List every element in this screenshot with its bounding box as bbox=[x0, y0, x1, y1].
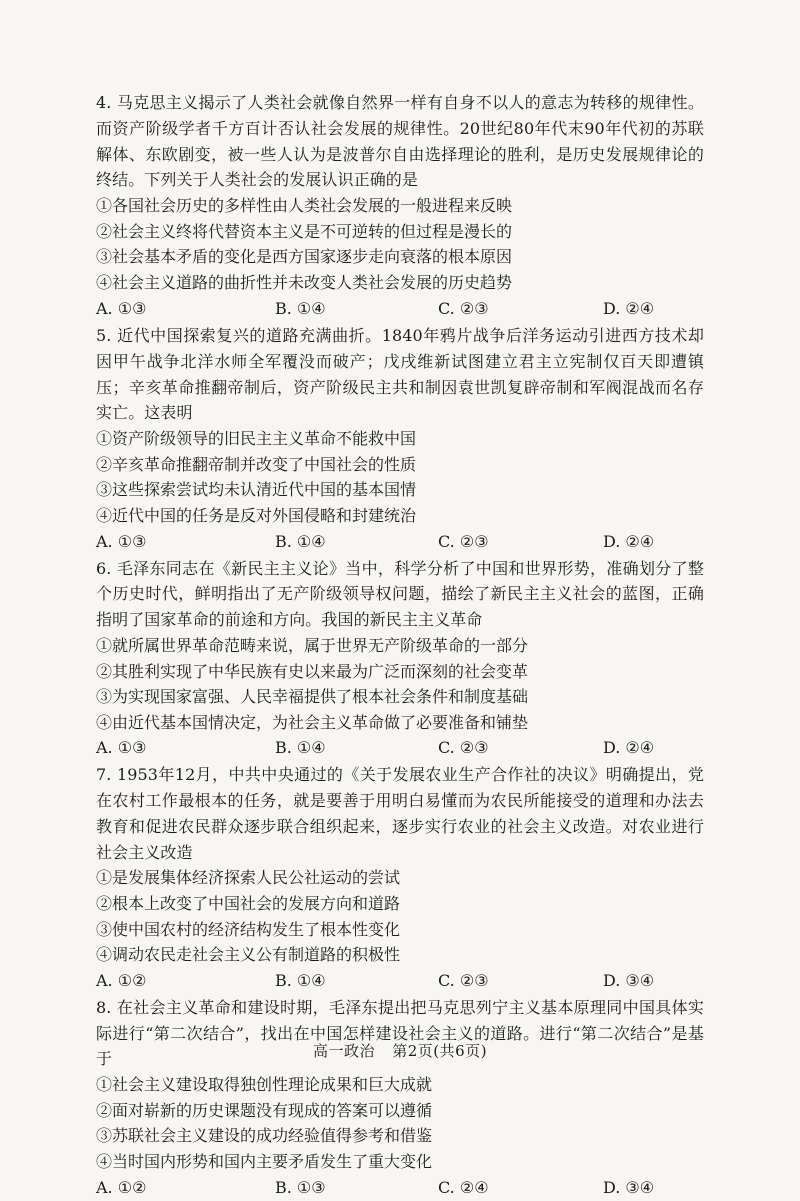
option-3: ③这些探索尝试均未认清近代中国的基本国情 bbox=[96, 480, 417, 500]
option-1: ①就所属世界革命范畴来说，属于世界无产阶级革命的一部分 bbox=[96, 635, 529, 655]
choice-a: A. ①③ bbox=[96, 738, 147, 758]
option-1: ①资产阶级领导的旧民主主义革命不能救中国 bbox=[96, 429, 417, 449]
choice-b: B. ①③ bbox=[275, 1177, 326, 1197]
choice-d: D. ②④ bbox=[603, 531, 655, 551]
choice-a: A. ①③ bbox=[96, 298, 147, 318]
choice-c: C. ②③ bbox=[438, 970, 489, 990]
choice-a: A. ①② bbox=[96, 1177, 147, 1197]
question-stem: 7. 1953年12月，中共中央通过的《关于发展农业生产合作社的决议》明确提出，党在农村工作最根本的任务，就是要善于用明白易懂而为农民所能接受的道理和办法去教育和促进农民群众逐步联合组织起来，逐步实行农业的社会主义改造。对农业进行社会主义改造 bbox=[96, 765, 704, 862]
option-2: ②辛亥革命推翻帝制并改变了中国社会的性质 bbox=[96, 454, 417, 474]
choice-c: C. ②④ bbox=[438, 1177, 489, 1197]
answer-choices-row bbox=[96, 529, 704, 555]
option-1: ①是发展集体经济探索人民公社运动的尝试 bbox=[96, 868, 401, 888]
choice-a: ④社会主义道路的曲折性并未改变人类社会发展的历史趋势 bbox=[96, 272, 513, 292]
option-4: ④近代中国的任务是反对外国侵略和封建统治 bbox=[96, 505, 417, 525]
question-stem: 4. 马克思主义揭示了人类社会就像自然界一样有自身不以人的意志为转移的规律性。而资产阶级学者千方百计否认社会发展的规律性。20世纪80年代末90年代初的苏联解体、东欧剧变，被一些人认为是波普尔自由选择理论的胜利，是历史发展规律论的终结。下列关于人类社会的发展认识正确的是 bbox=[96, 93, 704, 190]
option-1: ①各国社会历史的多样性由人类社会发展的一般进程来反映 bbox=[96, 196, 513, 216]
choice-b: B. ①④ bbox=[275, 298, 326, 318]
choice-c: C. ②③ bbox=[438, 738, 489, 758]
question-stem: 6. 毛泽东同志在《新民主主义论》当中，科学分析了中国和世界形势，准确划分了整个历史时代，鲜明指出了无产阶级领导权问题，描绘了新民主主义社会的蓝图，正确指明了国家革命的前途和方向。我国的新民主主义革命 bbox=[96, 558, 704, 630]
question-8 bbox=[96, 995, 704, 1201]
question-stem: 8. 在社会主义革命和建设时期，毛泽东提出把马克思列宁主义基本原理同中国具体实际进行“第二次结合”，找出在中国怎样建设社会主义的道路。进行“第二次结合”是基于 bbox=[96, 997, 704, 1069]
option-4: ④当时国内形势和国内主要矛盾发生了重大变化 bbox=[96, 1152, 433, 1172]
page-footer bbox=[0, 1040, 800, 1061]
answer-choices-row bbox=[96, 735, 704, 761]
choice-d: D. ③④ bbox=[603, 970, 655, 990]
footer-subject: 高一政治 bbox=[312, 1042, 375, 1060]
choice-b: B. ①④ bbox=[275, 738, 326, 758]
choice-d: D. ②④ bbox=[603, 738, 655, 758]
answer-choices bbox=[96, 270, 704, 296]
option-1: ①社会主义建设取得独创性理论成果和巨大成就 bbox=[96, 1075, 433, 1095]
option-2: ②面对崭新的历史课题没有现成的答案可以遵循 bbox=[96, 1100, 433, 1120]
option-3: ③苏联社会主义建设的成功经验值得参考和借鉴 bbox=[96, 1126, 433, 1146]
choice-b: B. ①④ bbox=[275, 531, 326, 551]
question-7 bbox=[96, 762, 704, 994]
answer-choices-row bbox=[96, 296, 704, 322]
question-5 bbox=[96, 323, 704, 555]
choice-a: A. ①③ bbox=[96, 531, 147, 551]
answer-choices-row bbox=[96, 1175, 704, 1201]
option-3: ③社会基本矛盾的变化是西方国家逐步走向衰落的根本原因 bbox=[96, 247, 513, 267]
option-4: ④由近代基本国情决定，为社会主义革命做了必要准备和铺垫 bbox=[96, 712, 529, 732]
choice-b: B. ①④ bbox=[275, 970, 326, 990]
choice-d: D. ②④ bbox=[603, 298, 655, 318]
footer-page-number: 第2页(共6页) bbox=[392, 1042, 488, 1060]
choice-a: A. ①② bbox=[96, 970, 147, 990]
choice-d: D. ③④ bbox=[603, 1177, 655, 1197]
question-4 bbox=[96, 90, 704, 322]
option-3: ③使中国农村的经济结构发生了根本性变化 bbox=[96, 919, 401, 939]
option-2: ②社会主义终将代替资本主义是不可逆转的但过程是漫长的 bbox=[96, 221, 513, 241]
question-6 bbox=[96, 556, 704, 762]
answer-choices-row bbox=[96, 968, 704, 994]
choice-c: C. ②③ bbox=[438, 298, 489, 318]
option-2: ②根本上改变了中国社会的发展方向和道路 bbox=[96, 894, 401, 914]
option-4: ④调动农民走社会主义公有制道路的积极性 bbox=[96, 945, 401, 965]
choice-c: C. ②③ bbox=[438, 531, 489, 551]
option-3: ③为实现国家富强、人民幸福提供了根本社会条件和制度基础 bbox=[96, 687, 529, 707]
question-stem: 5. 近代中国探索复兴的道路充满曲折。1840年鸦片战争后洋务运动引进西方技术却因甲午战争北洋水师全军覆没而破产；戊戌维新试图建立君主立宪制仅百天即遭镇压；辛亥革命推翻帝制后，资产阶级民主共和制因袁世凯复辟帝制和军阀混战而名存实亡。这表明 bbox=[96, 325, 704, 423]
option-2: ②其胜利实现了中华民族有史以来最为广泛而深刻的社会变革 bbox=[96, 661, 529, 681]
